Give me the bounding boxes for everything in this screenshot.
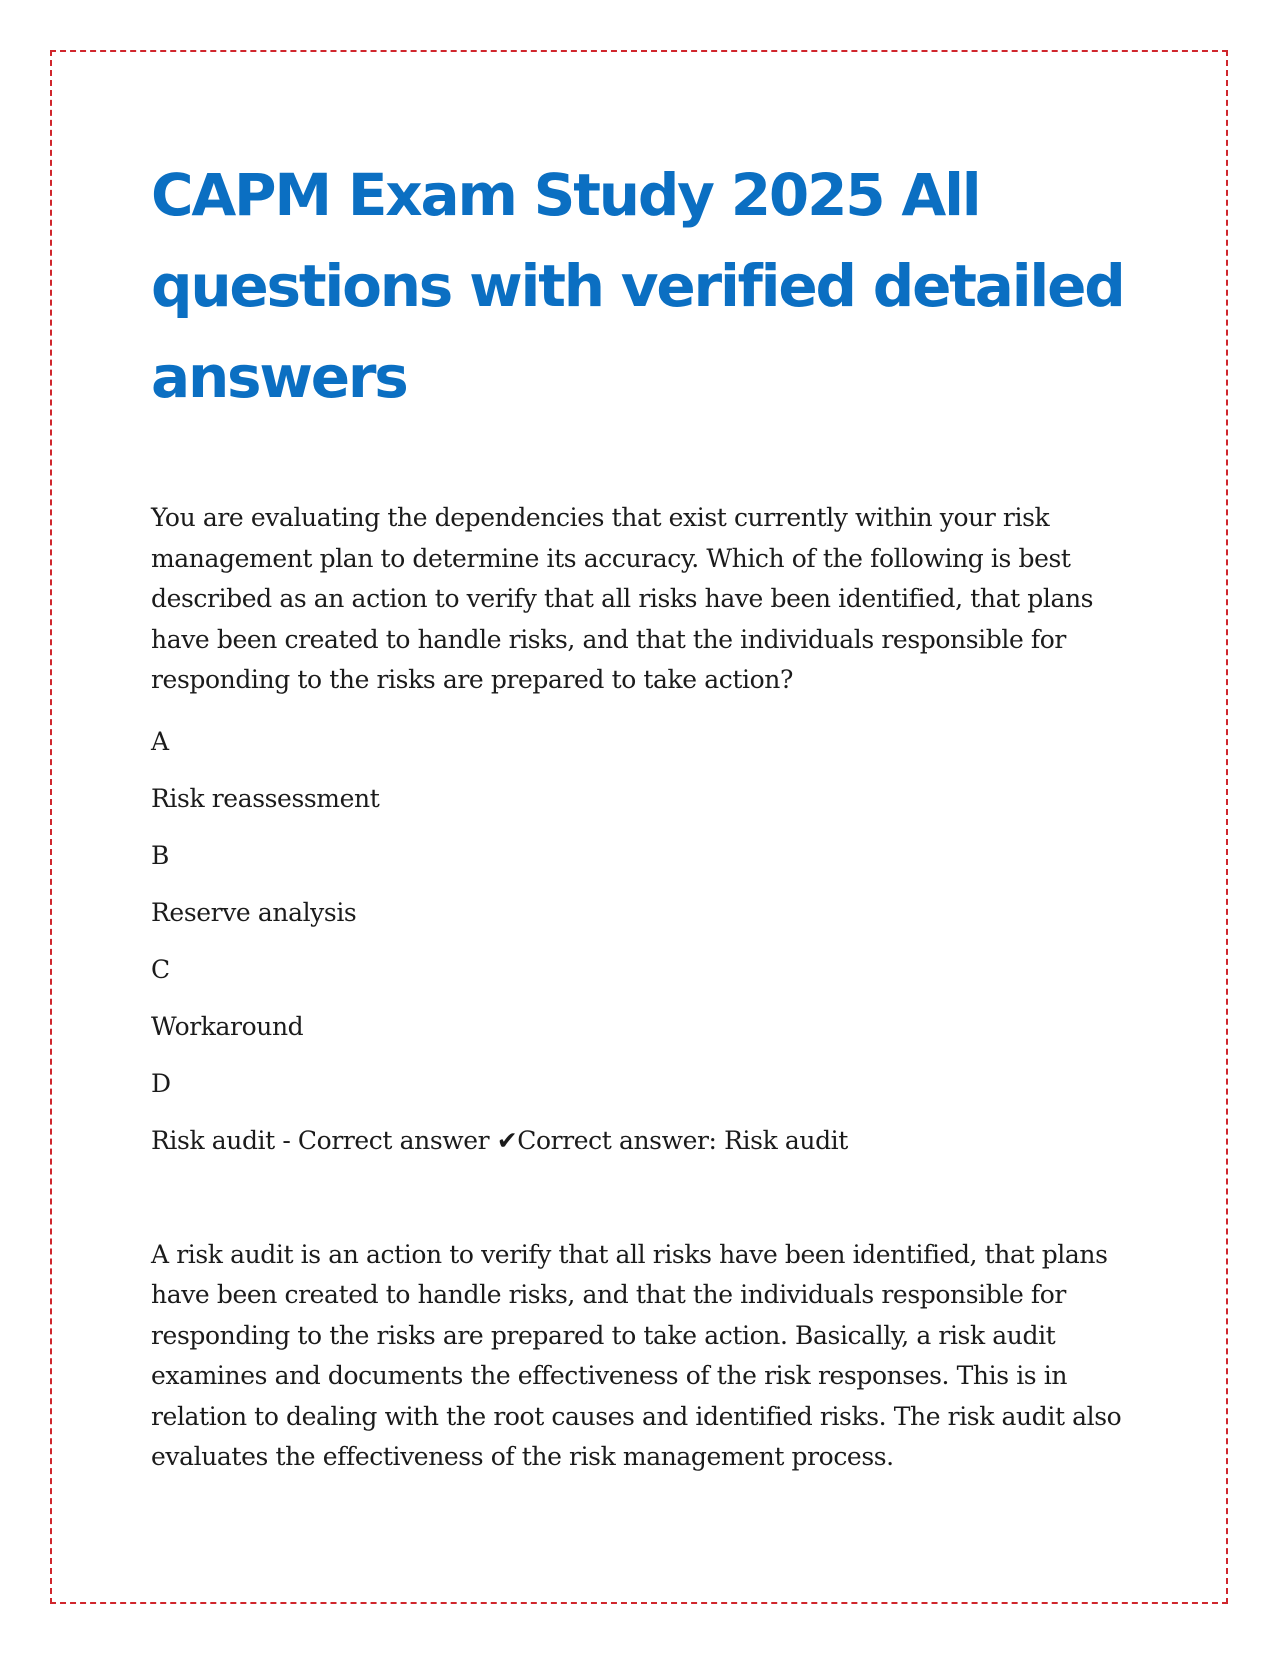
option-d-text: Risk audit - Correct answer [151,1125,490,1155]
option-d-line [151,1125,1141,1157]
question-text: You are evaluating the dependencies that exist currently within your risk management plan to determine its accuracy. Which of the following is best described as an action to verify that all risks have been identified, that plans have been created to handle risks, and that the individuals responsible for responding to the risks are prepared to take action? [151,503,1094,694]
option-a-letter: A [151,726,169,756]
document-content [151,150,1141,1478]
option-c-text: Workaround [151,1011,304,1041]
option-d-letter: D [151,1068,171,1098]
correct-answer-text: Correct answer: Risk audit [517,1125,848,1155]
explanation-text: A risk audit is an action to verify that all risks have been identified, that plans have been created to handle risks, and that the individuals responsible for responding to the risks are prepared to take action. Basically, a risk audit examines and documents the effectiveness of the risk responses. This is in relation to dealing with the root causes and identified risks. The risk audit also evaluates the effectiveness of the risk management process. [151,1239,1122,1471]
option-b-text: Reserve analysis [151,897,357,927]
page-title: CAPM Exam Study 2025 All questions with verified detailed answers [151,161,1124,411]
option-a-text: Risk reassessment [151,783,380,813]
option-b-letter: B [151,840,169,870]
option-c-letter: C [151,954,170,984]
check-mark-icon: ✔ [496,1125,518,1155]
